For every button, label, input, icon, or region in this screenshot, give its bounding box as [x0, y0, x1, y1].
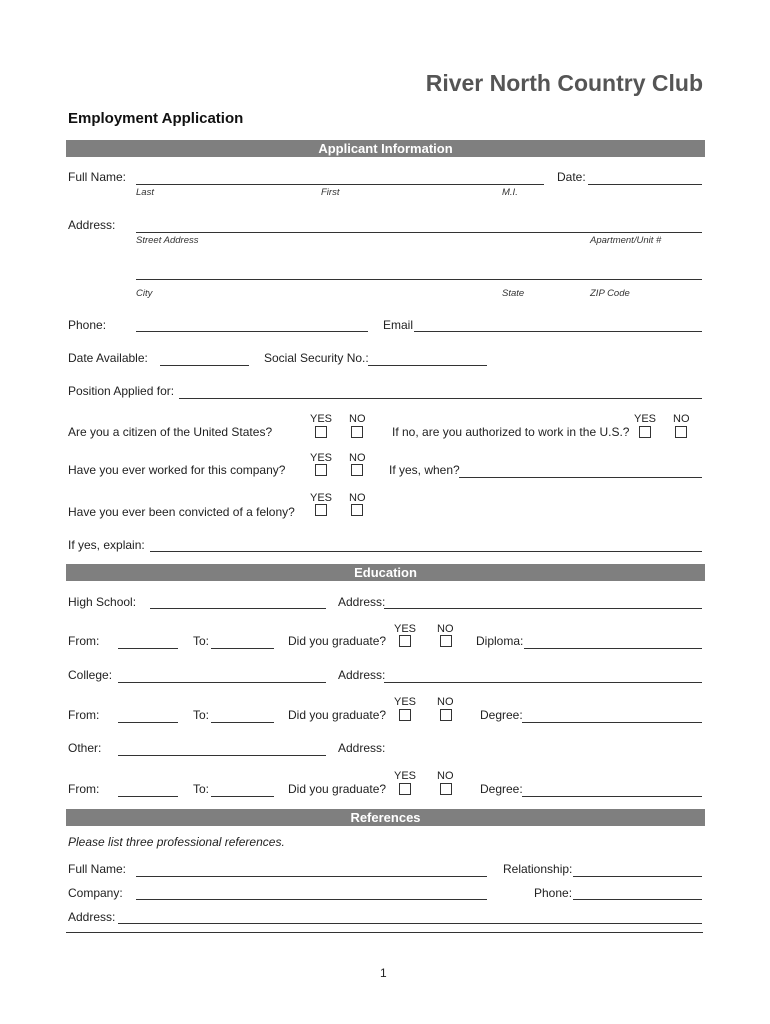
authorized-no-label: NO — [673, 413, 690, 425]
other-degree-label: Degree: — [480, 782, 523, 796]
college-to-label: To: — [193, 708, 210, 722]
last-caption: Last — [136, 187, 154, 198]
ref-relationship-label: Relationship: — [503, 862, 573, 876]
diploma-field[interactable] — [524, 648, 702, 649]
apt-caption: Apartment/Unit # — [590, 235, 662, 246]
diploma-label: Diploma: — [476, 634, 524, 648]
college-degree-label: Degree: — [480, 708, 523, 722]
ref-address-field[interactable] — [118, 923, 702, 924]
authorized-yes-checkbox[interactable] — [639, 426, 651, 438]
when-label: If yes, when? — [389, 463, 460, 477]
worked-question: Have you ever worked for this company? — [68, 463, 286, 477]
zip-caption: ZIP Code — [590, 288, 630, 299]
college-address-label: Address: — [338, 668, 386, 682]
college-from-field[interactable] — [118, 722, 178, 723]
college-label: College: — [68, 668, 113, 682]
date-label: Date: — [557, 170, 586, 184]
worked-no-checkbox[interactable] — [351, 464, 363, 476]
other-graduate-yes-checkbox[interactable] — [399, 783, 411, 795]
position-field[interactable] — [179, 398, 702, 399]
hs-graduate-question: Did you graduate? — [288, 634, 387, 648]
section-applicant-information: Applicant Information — [66, 140, 705, 157]
hs-graduate-yes-label: YES — [394, 623, 417, 635]
date-field[interactable] — [588, 184, 702, 185]
high-school-label: High School: — [68, 595, 137, 609]
hs-to-field[interactable] — [211, 648, 274, 649]
full-name-field[interactable] — [136, 184, 544, 185]
ssn-label: Social Security No.: — [264, 351, 369, 365]
mi-caption: M.I. — [502, 187, 518, 198]
city-field[interactable] — [136, 279, 702, 280]
state-caption: State — [502, 288, 525, 299]
when-field[interactable] — [459, 477, 702, 478]
other-from-label: From: — [68, 782, 100, 796]
hs-from-field[interactable] — [118, 648, 178, 649]
authorized-question: If no, are you authorized to work in the U.S.? — [392, 425, 630, 439]
ref-phone-field[interactable] — [573, 899, 702, 900]
other-graduate-no-label: NO — [437, 770, 454, 782]
city-caption: City — [136, 288, 153, 299]
worked-no-label: NO — [349, 452, 366, 464]
street-caption: Street Address — [136, 235, 199, 246]
first-caption: First — [321, 187, 340, 198]
other-label: Other: — [68, 741, 102, 755]
high-school-address-field[interactable] — [384, 608, 702, 609]
street-address-field[interactable] — [136, 232, 702, 233]
ref-address-divider — [66, 932, 703, 933]
phone-field[interactable] — [136, 331, 368, 332]
citizen-no-label: NO — [349, 413, 366, 425]
college-to-field[interactable] — [211, 722, 274, 723]
worked-yes-checkbox[interactable] — [315, 464, 327, 476]
date-available-label: Date Available: — [68, 351, 148, 365]
full-name-label: Full Name: — [68, 170, 127, 184]
hs-graduate-no-checkbox[interactable] — [440, 635, 452, 647]
other-address-label: Address: — [338, 741, 386, 755]
felony-question: Have you ever been convicted of a felony? — [68, 505, 295, 519]
ref-full-name-label: Full Name: — [68, 862, 127, 876]
ref-address-label: Address: — [68, 910, 116, 924]
other-graduate-yes-label: YES — [394, 770, 417, 782]
hs-from-label: From: — [68, 634, 100, 648]
page-number: 1 — [380, 966, 387, 980]
college-graduate-question: Did you graduate? — [288, 708, 387, 722]
form-title: Employment Application — [68, 110, 244, 127]
explain-label: If yes, explain: — [68, 538, 145, 552]
phone-label: Phone: — [68, 318, 107, 332]
email-label: Email — [383, 318, 414, 332]
worked-yes-label: YES — [310, 452, 333, 464]
date-available-field[interactable] — [160, 365, 249, 366]
other-to-label: To: — [193, 782, 210, 796]
felony-no-label: NO — [349, 492, 366, 504]
ref-company-field[interactable] — [136, 899, 487, 900]
references-instruction: Please list three professional references. — [68, 835, 285, 849]
other-from-field[interactable] — [118, 796, 178, 797]
ref-company-label: Company: — [68, 886, 123, 900]
email-field[interactable] — [414, 331, 702, 332]
felony-yes-checkbox[interactable] — [315, 504, 327, 516]
address-label: Address: — [68, 218, 116, 232]
ref-phone-label: Phone: — [534, 886, 573, 900]
college-graduate-no-label: NO — [437, 696, 454, 708]
position-label: Position Applied for: — [68, 384, 175, 398]
explain-field[interactable] — [150, 551, 702, 552]
citizen-no-checkbox[interactable] — [351, 426, 363, 438]
ssn-field[interactable] — [368, 365, 487, 366]
college-graduate-yes-checkbox[interactable] — [399, 709, 411, 721]
felony-yes-label: YES — [310, 492, 333, 504]
hs-to-label: To: — [193, 634, 210, 648]
high-school-field[interactable] — [150, 608, 326, 609]
authorized-yes-label: YES — [634, 413, 657, 425]
other-graduate-question: Did you graduate? — [288, 782, 387, 796]
ref-full-name-field[interactable] — [136, 876, 487, 877]
other-degree-field[interactable] — [522, 796, 702, 797]
hs-graduate-no-label: NO — [437, 623, 454, 635]
section-references: References — [66, 809, 705, 826]
other-field[interactable] — [118, 755, 326, 756]
section-education: Education — [66, 564, 705, 581]
college-from-label: From: — [68, 708, 100, 722]
felony-no-checkbox[interactable] — [351, 504, 363, 516]
authorized-no-checkbox[interactable] — [675, 426, 687, 438]
college-address-field[interactable] — [384, 682, 702, 683]
company-name: River North Country Club — [425, 70, 703, 96]
citizen-yes-checkbox[interactable] — [315, 426, 327, 438]
ref-relationship-field[interactable] — [573, 876, 702, 877]
citizen-yes-label: YES — [310, 413, 333, 425]
other-graduate-no-checkbox[interactable] — [440, 783, 452, 795]
college-degree-field[interactable] — [522, 722, 702, 723]
other-to-field[interactable] — [211, 796, 274, 797]
college-field[interactable] — [118, 682, 326, 683]
college-graduate-no-checkbox[interactable] — [440, 709, 452, 721]
high-school-address-label: Address: — [338, 595, 386, 609]
college-graduate-yes-label: YES — [394, 696, 417, 708]
citizen-question: Are you a citizen of the United States? — [68, 425, 273, 439]
hs-graduate-yes-checkbox[interactable] — [399, 635, 411, 647]
